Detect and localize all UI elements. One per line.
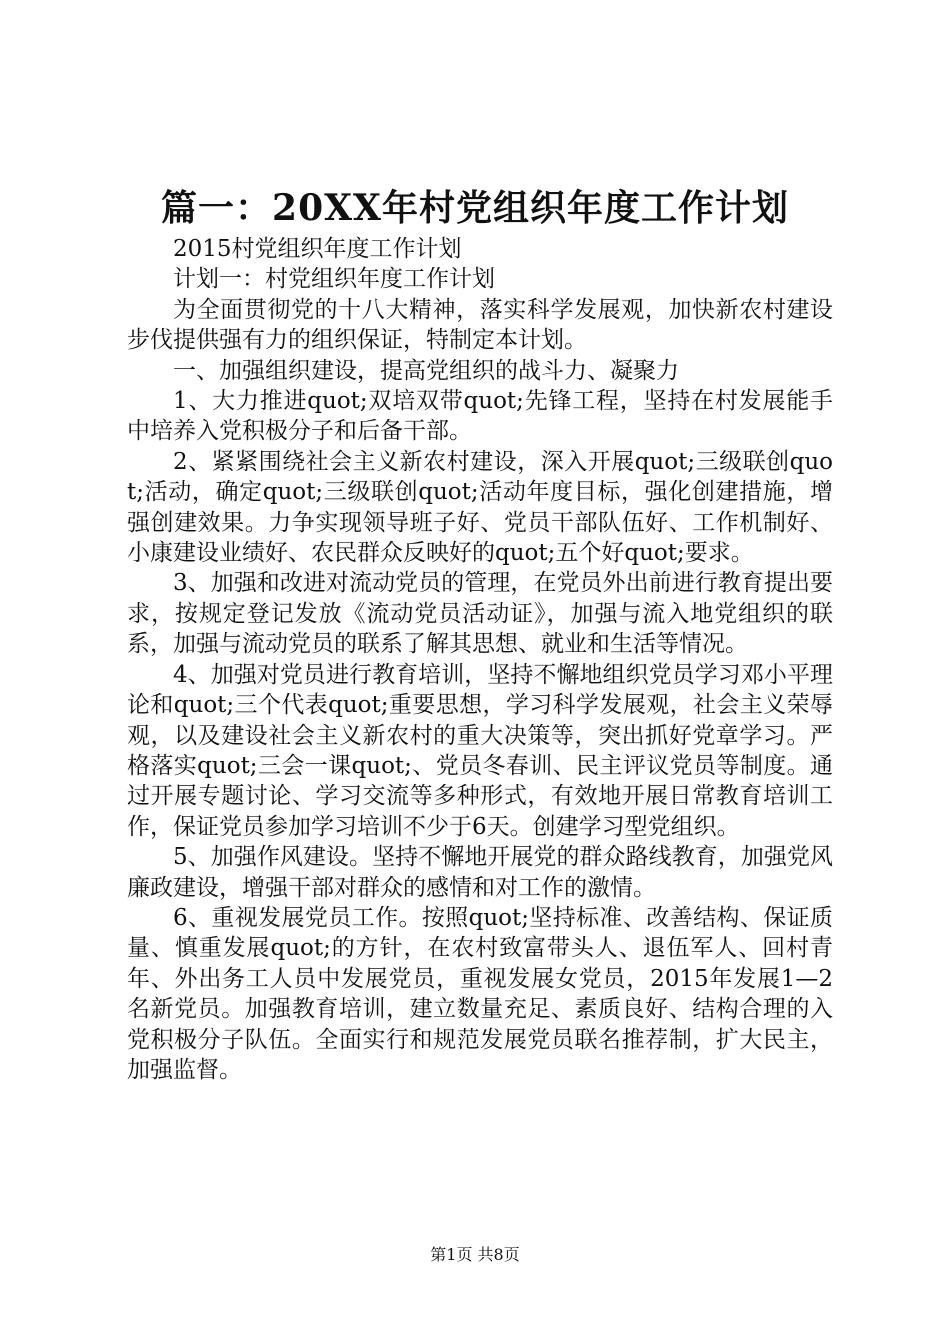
paragraph-item-2: 2、紧紧围绕社会主义新农村建设，深入开展quot;三级联创quot;活动，确定quot;三级联创quot;活动年度目标，强化创建措施，增强创建效果。力争实现领导班子好、党员干部队伍好、工作机制好、小康建设业绩好、农民群众反映好的quot;五个好quot;要求。: [127, 448, 833, 567]
section-heading: 一、加强组织建设，提高党组织的战斗力、凝聚力: [173, 357, 679, 384]
document-body: [127, 234, 833, 1085]
document-title: 篇一：20XX年村党组织年度工作计划: [161, 187, 789, 229]
paragraph-item-5: 5、加强作风建设。坚持不懈地开展党的群众路线教育，加强党风廉政建设，增强干部对群众的感情和对工作的激情。: [127, 844, 833, 901]
paragraph-item-1: 1、大力推进quot;双培双带quot;先锋工程，坚持在村发展能手中培养入党积极分子和后备干部。: [127, 388, 833, 445]
paragraph-intro: 为全面贯彻党的十八大精神，落实科学发展观，加快新农村建设步伐提供强有力的组织保证，特制定本计划。: [127, 296, 833, 354]
paragraph-item-3: 3、加强和改进对流动党员的管理，在党员外出前进行教育提出要求，按规定登记发放《流动党员活动证》，加强与流入地党组织的联系，加强与流动党员的联系了解其思想、就业和生活等情况。: [127, 570, 833, 658]
paragraph-plan-heading: 计划一：村党组织年度工作计划: [173, 266, 495, 293]
paragraph-item-6: 6、重视发展党员工作。按照quot;坚持标准、改善结构、保证质量、慎重发展quot;的方针，在农村致富带头人、退伍军人、回村青年、外出务工人员中发展党员，重视发展女党员，2015年发展1—2名新党员。加强教育培训，建立数量充足、素质良好、结构合理的入党积极分子队伍。全面实行和规范发展党员联名推荐制，扩大民主，加强监督。: [127, 904, 833, 1083]
paragraph-subtitle: 2015村党组织年度工作计划: [173, 236, 462, 262]
paragraph-item-4: 4、加强对党员进行教育培训，坚持不懈地组织党员学习邓小平理论和quot;三个代表quot;重要思想，学习科学发展观，社会主义荣辱观，以及建设社会主义新农村的重大决策等，突出抓好党章学习。严格落实quot;三会一课quot;、党员冬春训、民主评议党员等制度。通过开展专题讨论、学习交流等多种形式，有效地开展日常教育培训工作，保证党员参加学习培训不少于6天。创建学习型党组织。: [127, 661, 833, 840]
page-number: 第1页 共8页: [430, 1245, 520, 1264]
